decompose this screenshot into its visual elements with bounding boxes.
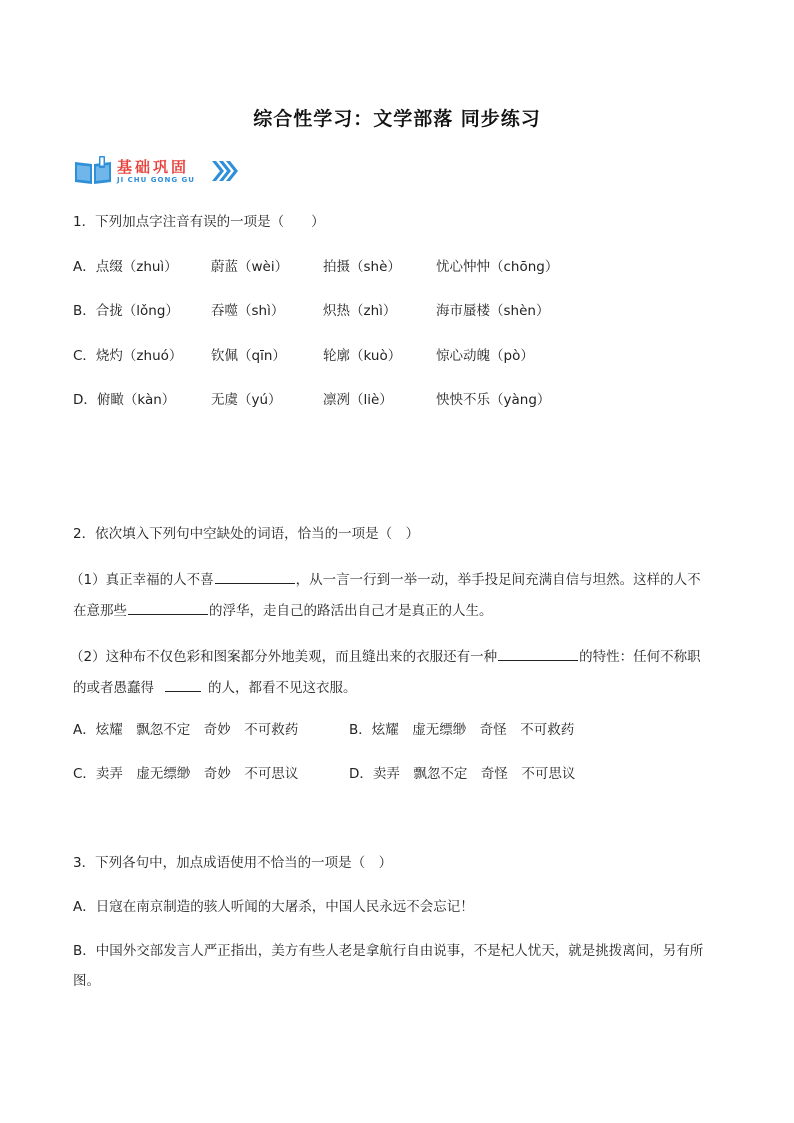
q1-option-b-4: 海市蜃楼（shèn）: [436, 303, 550, 319]
q1-option-d-1: D．俯瞰（kàn）: [73, 392, 176, 408]
q3-option-a: A．日寇在南京制造的骇人听闻的大屠杀，中国人民永远不会忘记！: [73, 899, 474, 915]
book-icon: [73, 156, 113, 186]
q3-option-b-line-2: 图。: [73, 973, 100, 989]
q2-option-b: B．炫耀 虚无缥缈 奇怪 不可救药: [349, 722, 575, 738]
banner-label: 基础巩固: [117, 158, 190, 176]
q1-stem: 1．下列加点字注音有误的一项是（ ）: [73, 214, 325, 230]
q1-option-d-3: 凛冽（liè）: [323, 392, 393, 408]
fill-blank[interactable]: [165, 677, 201, 692]
page-title: 综合性学习：文学部落 同步练习: [253, 108, 541, 130]
q2-stem: 2．依次填入下列句中空缺处的词语，恰当的一项是（ ）: [73, 526, 420, 542]
fill-blank[interactable]: [215, 569, 295, 584]
q2-s1-part-a: （1）真正幸福的人不喜: [70, 572, 214, 588]
banner-pinyin: JI CHU GONG GU: [117, 176, 195, 184]
q1-option-c-1: C．烧灼（zhuó）: [73, 348, 183, 364]
q1-option-c-3: 轮廓（kuò）: [323, 348, 402, 364]
q1-option-d-2: 无虞（yú）: [211, 392, 282, 408]
q2-s1-part-d: 的浮华，走自己的路活出自己才是真正的人生。: [209, 603, 493, 619]
q3-stem: 3．下列各句中，加点成语使用不恰当的一项是（ ）: [73, 855, 393, 871]
q2-s2-part-a: （2）这种布不仅色彩和图案都分外地美观，而且缝出来的衣服还有一种: [70, 649, 498, 665]
q1-option-a-4: 忧心忡忡（chōng）: [436, 259, 559, 275]
q2-option-a: A．炫耀 飘忽不定 奇妙 不可救药: [73, 722, 299, 738]
q2-sentence-2-line-2: [73, 677, 357, 697]
q3-option-b-line-1: B．中国外交部发言人严正指出，美方有些人老是拿航行自由说事，不是杞人忧天，就是挑拨离间，另有所: [73, 943, 704, 959]
q1-option-a-1: A．点缀（zhuì）: [73, 259, 178, 275]
q2-s2-part-b: 的特性：任何不称职: [579, 649, 701, 665]
q2-s2-part-d: 的人，都看不见这衣服。: [208, 680, 357, 696]
q1-option-a-3: 拍摄（shè）: [323, 259, 401, 275]
q1-option-d-4: 怏怏不乐（yàng）: [436, 392, 551, 408]
q2-option-d: D．卖弄 飘忽不定 奇怪 不可思议: [349, 766, 576, 782]
q2-option-c: C．卖弄 虚无缥缈 奇妙 不可思议: [73, 766, 299, 782]
q2-s1-part-c: 在意那些: [73, 603, 127, 619]
q1-option-c-4: 惊心动魄（pò）: [436, 348, 534, 364]
q1-option-a-2: 蔚蓝（wèi）: [211, 259, 289, 275]
q2-s1-part-b: ，从一言一行到一举一动，举手投足间充满自信与坦然。这样的人不: [295, 572, 701, 588]
fill-blank[interactable]: [128, 600, 208, 615]
q1-option-b-2: 吞噬（shì）: [211, 303, 285, 319]
q1-option-c-2: 钦佩（qīn）: [211, 348, 286, 364]
q1-option-b-1: B．合拢（lǒng）: [73, 303, 179, 319]
q2-s2-part-c: 的或者愚蠢得: [73, 680, 154, 696]
q1-option-b-3: 炽热（zhì）: [323, 303, 397, 319]
q2-sentence-1-line-2: [73, 600, 493, 620]
section-banner: [73, 156, 243, 188]
fill-blank[interactable]: [498, 646, 578, 661]
chevron-right-icon: [211, 160, 239, 182]
q2-sentence-1-line-1: [70, 569, 701, 589]
q2-sentence-2-line-1: [70, 646, 701, 666]
